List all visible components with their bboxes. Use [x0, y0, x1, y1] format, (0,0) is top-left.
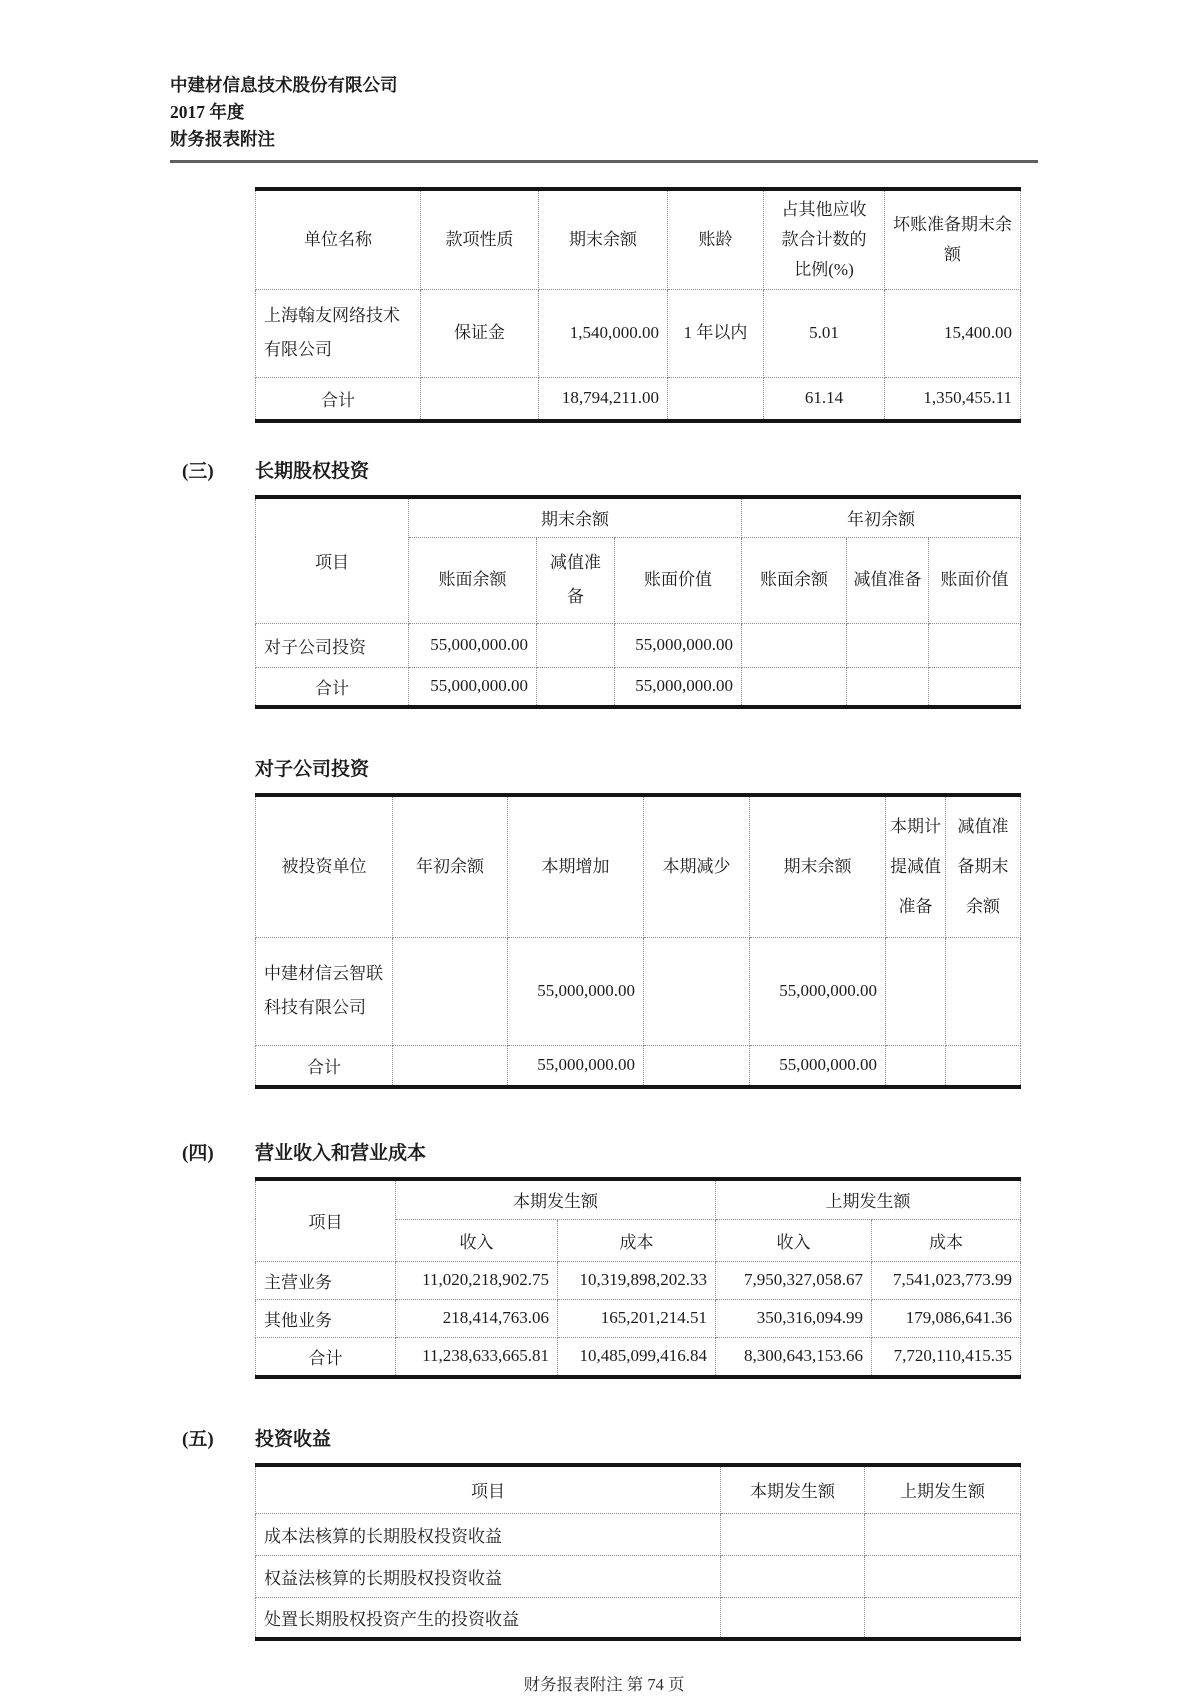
table-cell: 其他业务	[256, 1299, 396, 1337]
table-cell	[742, 667, 847, 707]
table-cell: 5.01	[764, 289, 885, 377]
table-cell: 18,794,211.00	[539, 377, 668, 421]
table-total-row	[256, 1045, 1021, 1087]
table-cell: 11,238,633,665.81	[396, 1337, 558, 1377]
table-cell: 上海翰友网络技术有限公司	[256, 289, 421, 377]
section-title: 投资收益	[255, 1429, 332, 1450]
column-header: 账面余额	[742, 537, 847, 623]
table-cell: 55,000,000.00	[409, 667, 537, 707]
column-header: 减值准备	[847, 537, 929, 623]
table-cell: 55,000,000.00	[508, 937, 644, 1045]
table-cell: 55,000,000.00	[409, 623, 537, 667]
table-cell: 8,300,643,153.66	[716, 1337, 872, 1377]
column-header: 项目	[256, 1179, 396, 1261]
table-cell	[721, 1513, 865, 1555]
table-cell: 350,316,094.99	[716, 1299, 872, 1337]
table-row	[256, 1299, 1021, 1337]
section-number: (五)	[182, 1429, 214, 1450]
table-total-row	[256, 1337, 1021, 1377]
table-header-row	[256, 795, 1021, 937]
table-cell	[886, 937, 946, 1045]
column-header: 账面余额	[409, 537, 537, 623]
column-header: 项目	[256, 497, 409, 623]
table-cell	[929, 623, 1021, 667]
column-header: 账龄	[668, 189, 764, 289]
table-cell	[721, 1597, 865, 1639]
column-group-header: 期末余额	[409, 497, 742, 537]
table-cell	[946, 937, 1021, 1045]
table-cell	[886, 1045, 946, 1087]
table-total-row	[256, 667, 1021, 707]
section-heading-3	[170, 459, 1038, 485]
section-number: (三)	[182, 461, 214, 482]
table-cell	[847, 667, 929, 707]
column-header: 上期发生额	[865, 1465, 1021, 1513]
section-title: 营业收入和营业成本	[255, 1143, 427, 1164]
long-term-equity-table	[255, 495, 1021, 709]
table-cell: 10,319,898,202.33	[558, 1261, 716, 1299]
table-cell	[421, 377, 539, 421]
column-header: 成本	[558, 1219, 716, 1261]
table-cell: 55,000,000.00	[750, 1045, 886, 1087]
company-name: 中建材信息技术股份有限公司	[170, 75, 398, 95]
column-header: 减值准备	[537, 537, 615, 623]
subsection-heading	[170, 757, 1038, 783]
table-cell: 7,541,023,773.99	[872, 1261, 1021, 1299]
column-header: 收入	[396, 1219, 558, 1261]
report-title: 财务报表附注	[170, 129, 275, 149]
table-cell: 7,950,327,058.67	[716, 1261, 872, 1299]
subsection-title: 对子公司投资	[255, 759, 370, 780]
column-header: 账面价值	[615, 537, 742, 623]
column-header: 本期减少	[644, 795, 750, 937]
table-cell: 55,000,000.00	[615, 623, 742, 667]
table-row	[256, 1555, 1021, 1597]
table-cell	[946, 1045, 1021, 1087]
table-total-row	[256, 377, 1021, 421]
table-cell: 218,414,763.06	[396, 1299, 558, 1337]
table-row	[256, 1513, 1021, 1555]
table-cell	[847, 623, 929, 667]
table-cell: 成本法核算的长期股权投资收益	[256, 1513, 721, 1555]
table-cell: 处置长期股权投资产生的投资收益	[256, 1597, 721, 1639]
table-cell: 合计	[256, 377, 421, 421]
column-header: 本期增加	[508, 795, 644, 937]
table-cell: 权益法核算的长期股权投资收益	[256, 1555, 721, 1597]
table-cell	[393, 1045, 508, 1087]
table-cell: 对子公司投资	[256, 623, 409, 667]
page-content	[170, 72, 1038, 1695]
table-group-header-row	[256, 497, 1021, 537]
table-cell: 11,020,218,902.75	[396, 1261, 558, 1299]
table-cell	[644, 1045, 750, 1087]
table-cell: 合计	[256, 1045, 393, 1087]
table-cell	[865, 1555, 1021, 1597]
table-cell	[537, 667, 615, 707]
table-cell	[537, 623, 615, 667]
subsidiary-investment-table	[255, 793, 1021, 1089]
table-cell: 保证金	[421, 289, 539, 377]
column-header: 单位名称	[256, 189, 421, 289]
table-cell: 55,000,000.00	[615, 667, 742, 707]
revenue-cost-table	[255, 1177, 1021, 1379]
report-year: 2017 年度	[170, 102, 245, 122]
column-group-header: 年初余额	[742, 497, 1021, 537]
table-cell: 15,400.00	[885, 289, 1021, 377]
table-cell	[644, 937, 750, 1045]
column-group-header: 本期发生额	[396, 1179, 716, 1219]
table-row	[256, 937, 1021, 1045]
table-cell	[742, 623, 847, 667]
table-cell	[865, 1513, 1021, 1555]
document-header	[170, 72, 1038, 153]
column-group-header: 上期发生额	[716, 1179, 1021, 1219]
column-header: 占其他应收款合计数的比例(%)	[764, 189, 885, 289]
section-heading-5	[170, 1427, 1038, 1453]
table-row	[256, 1261, 1021, 1299]
table-cell: 主营业务	[256, 1261, 396, 1299]
table-cell	[721, 1555, 865, 1597]
table-cell: 179,086,641.36	[872, 1299, 1021, 1337]
section-heading-4	[170, 1141, 1038, 1167]
column-header: 款项性质	[421, 189, 539, 289]
column-header: 账面价值	[929, 537, 1021, 623]
table-header-row	[256, 189, 1021, 289]
table-cell: 61.14	[764, 377, 885, 421]
table-header-row	[256, 1465, 1021, 1513]
table-cell	[668, 377, 764, 421]
column-header: 本期发生额	[721, 1465, 865, 1513]
investment-income-table	[255, 1463, 1021, 1641]
table-cell: 55,000,000.00	[750, 937, 886, 1045]
table-cell: 165,201,214.51	[558, 1299, 716, 1337]
table-cell: 中建材信云智联科技有限公司	[256, 937, 393, 1045]
column-header: 期末余额	[750, 795, 886, 937]
table-group-header-row	[256, 1179, 1021, 1219]
column-header: 坏账准备期末余额	[885, 189, 1021, 289]
column-header: 成本	[872, 1219, 1021, 1261]
table-cell: 55,000,000.00	[508, 1045, 644, 1087]
column-header: 被投资单位	[256, 795, 393, 937]
table-cell: 1,540,000.00	[539, 289, 668, 377]
section-number: (四)	[182, 1143, 214, 1164]
table-cell: 7,720,110,415.35	[872, 1337, 1021, 1377]
column-header: 项目	[256, 1465, 721, 1513]
table-cell	[393, 937, 508, 1045]
column-header: 期末余额	[539, 189, 668, 289]
table-cell: 10,485,099,416.84	[558, 1337, 716, 1377]
column-header: 本期计提减值准备	[886, 795, 946, 937]
table-row	[256, 289, 1021, 377]
table-cell	[865, 1597, 1021, 1639]
table-cell: 1 年以内	[668, 289, 764, 377]
table-row	[256, 623, 1021, 667]
table-cell: 合计	[256, 667, 409, 707]
other-receivables-table	[255, 187, 1021, 423]
table-cell: 合计	[256, 1337, 396, 1377]
column-header: 减值准备期末余额	[946, 795, 1021, 937]
section-title: 长期股权投资	[255, 461, 370, 482]
table-cell	[929, 667, 1021, 707]
page-footer: 财务报表附注 第 74 页	[523, 1675, 685, 1694]
table-cell: 1,350,455.11	[885, 377, 1021, 421]
column-header: 收入	[716, 1219, 872, 1261]
column-header: 年初余额	[393, 795, 508, 937]
table-row	[256, 1597, 1021, 1639]
header-divider	[170, 160, 1038, 163]
